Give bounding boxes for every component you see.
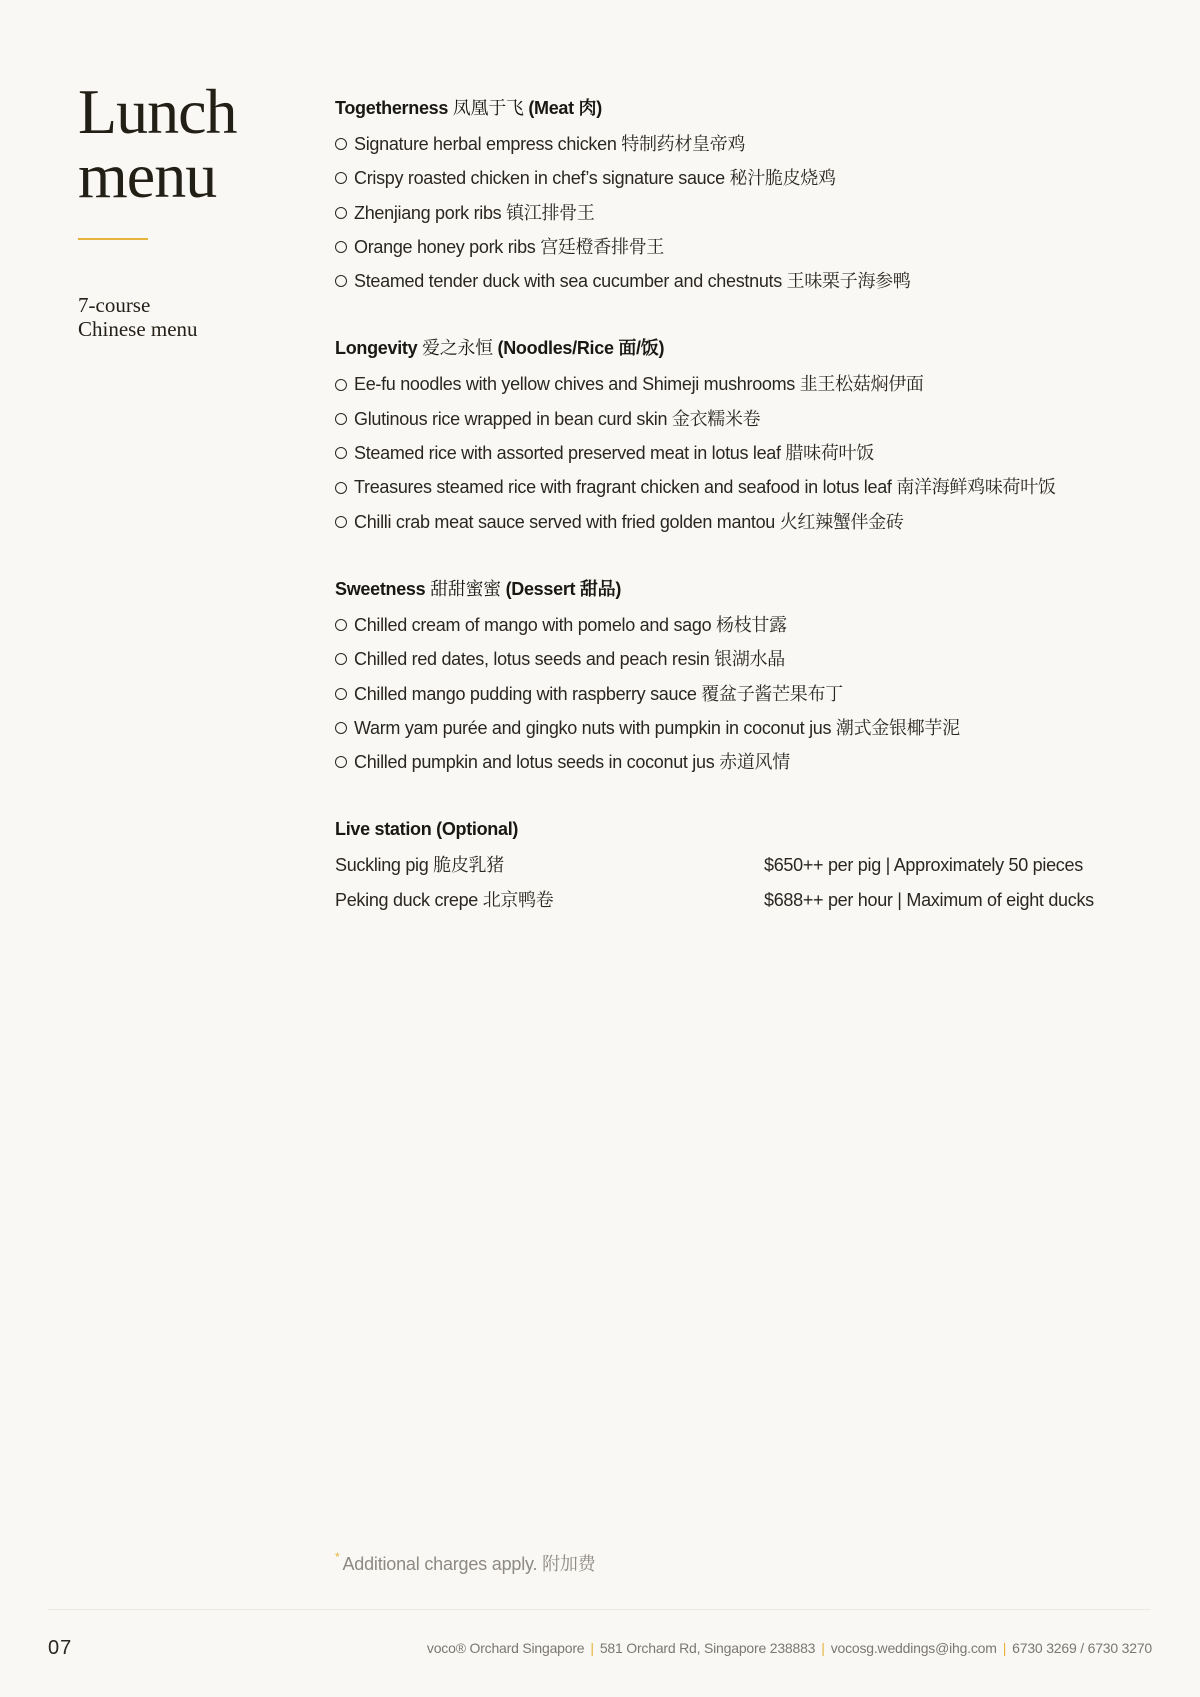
- footer-separator: |: [1002, 1640, 1007, 1656]
- circle-bullet-icon: [335, 516, 347, 528]
- menu-item: [335, 677, 1135, 711]
- menu-item-text: Crispy roasted chicken in chef’s signature sauce 秘汁脆皮烧鸡: [354, 168, 836, 189]
- menu-item: [335, 402, 1135, 436]
- circle-bullet-icon: [335, 756, 347, 768]
- menu-item-text: Chilled pumpkin and lotus seeds in coconut jus 赤道风情: [354, 752, 790, 773]
- menu-section-togetherness: [335, 94, 1135, 298]
- menu-item: [335, 196, 1135, 230]
- section-heading-en: Sweetness: [335, 578, 426, 599]
- menu-item: [335, 745, 1135, 779]
- menu-item-text: Glutinous rice wrapped in bean curd skin 金衣糯米卷: [354, 408, 761, 429]
- circle-bullet-icon: [335, 482, 347, 494]
- circle-bullet-icon: [335, 241, 347, 253]
- footer-phone: 6730 3269 / 6730 3270: [1012, 1640, 1152, 1656]
- circle-bullet-icon: [335, 653, 347, 665]
- page-number: 07: [48, 1637, 73, 1659]
- section-heading-en: Longevity: [335, 338, 418, 359]
- menu-item-text: Treasures steamed rice with fragrant chicken and seafood in lotus leaf 南洋海鲜鸡味荷叶饭: [354, 477, 1056, 498]
- menu-item: [335, 711, 1135, 745]
- menu-item-text: Steamed rice with assorted preserved meat in lotus leaf 腊味荷叶饭: [354, 443, 874, 464]
- section-heading: [335, 94, 1135, 122]
- menu-item: [335, 608, 1135, 642]
- section-heading-cn: 甜甜蜜蜜: [430, 578, 501, 599]
- live-station-row: [335, 848, 1135, 882]
- section-heading-cn: 爱之永恒: [422, 338, 493, 359]
- circle-bullet-icon: [335, 688, 347, 700]
- menu-item: [335, 161, 1135, 195]
- menu-item-text: Warm yam purée and gingko nuts with pumpkin in coconut jus 潮式金银椰芋泥: [354, 717, 960, 738]
- accent-divider: [78, 238, 148, 240]
- footer-email-link[interactable]: vocosg.weddings@ihg.com: [830, 1640, 997, 1656]
- circle-bullet-icon: [335, 619, 347, 631]
- menu-item-text: Chilled red dates, lotus seeds and peach resin 银湖水晶: [354, 649, 785, 670]
- menu-item-text: Chilled cream of mango with pomelo and sago 杨枝甘露: [354, 614, 787, 635]
- subtitle-line-2: Chinese menu: [78, 317, 198, 341]
- note-text: Additional charges apply. 附加费: [342, 1554, 596, 1574]
- menu-section-sweetness: [335, 575, 1135, 779]
- circle-bullet-icon: [335, 172, 347, 184]
- menu-item: [335, 127, 1135, 161]
- circle-bullet-icon: [335, 413, 347, 425]
- section-category: (Meat 肉): [528, 98, 602, 118]
- title-block: [78, 76, 318, 341]
- section-category: (Noodles/Rice 面/饭): [497, 338, 665, 359]
- section-heading: [335, 334, 1135, 362]
- menu-item-text: Signature herbal empress chicken 特制药材皇帝鸡: [354, 134, 746, 154]
- menu-item: [335, 230, 1135, 264]
- subtitle-line-1: 7-course: [78, 293, 151, 317]
- menu-list: [335, 94, 1135, 953]
- footer-address: 581 Orchard Rd, Singapore 238883: [599, 1640, 816, 1656]
- footer-hotel-name: voco® Orchard Singapore: [426, 1640, 585, 1656]
- section-category: (Dessert 甜品): [505, 578, 622, 599]
- menu-item-text: Zhenjiang pork ribs 镇江排骨王: [354, 202, 595, 223]
- menu-item-text: Ee-fu noodles with yellow chives and Shimeji mushrooms 韭王松菇焖伊面: [354, 374, 924, 395]
- live-station-heading: Live station (Optional): [335, 819, 519, 840]
- live-station-row: [335, 883, 1135, 917]
- additional-charges-note: [335, 1550, 595, 1576]
- circle-bullet-icon: [335, 722, 347, 734]
- menu-item: [335, 470, 1135, 504]
- menu-item-text: Orange honey pork ribs 宫廷橙香排骨王: [354, 236, 665, 257]
- circle-bullet-icon: [335, 447, 347, 459]
- circle-bullet-icon: [335, 379, 347, 391]
- section-heading: [335, 575, 1135, 603]
- menu-item: [335, 642, 1135, 676]
- footer-divider: [48, 1609, 1150, 1610]
- live-station-price: $688++ per hour | Maximum of eight ducks: [764, 889, 1094, 910]
- live-station-section: [335, 815, 1135, 917]
- circle-bullet-icon: [335, 207, 347, 219]
- circle-bullet-icon: [335, 275, 347, 287]
- page-title: [78, 76, 318, 211]
- circle-bullet-icon: [335, 138, 347, 150]
- menu-item: [335, 264, 1135, 298]
- menu-item: [335, 367, 1135, 401]
- menu-item: [335, 436, 1135, 470]
- asterisk-marker: *: [335, 1550, 340, 1564]
- menu-subtitle: [78, 293, 318, 341]
- page-title-line-1: Lunch: [78, 76, 237, 147]
- menu-item: [335, 505, 1135, 539]
- live-station-item: Peking duck crepe 北京鸭卷: [335, 889, 554, 910]
- live-station-price: $650++ per pig | Approximately 50 pieces: [764, 855, 1083, 876]
- live-station-item: Suckling pig 脆皮乳猪: [335, 855, 504, 876]
- footer-contact: [427, 1640, 1152, 1656]
- section-heading-en: Togetherness: [335, 98, 449, 118]
- menu-item-text: Chilli crab meat sauce served with fried golden mantou 火红辣蟹伴金砖: [354, 511, 904, 532]
- menu-item-text: Steamed tender duck with sea cucumber and chestnuts 王味栗子海参鸭: [354, 271, 911, 292]
- section-heading-cn: 凤凰于飞: [452, 98, 524, 118]
- footer-separator: |: [821, 1640, 825, 1656]
- menu-section-longevity: [335, 334, 1135, 538]
- footer-separator: |: [590, 1640, 594, 1656]
- page-title-line-2: menu: [78, 140, 217, 211]
- menu-item-text: Chilled mango pudding with raspberry sauce 覆盆子酱芒果布丁: [354, 683, 843, 704]
